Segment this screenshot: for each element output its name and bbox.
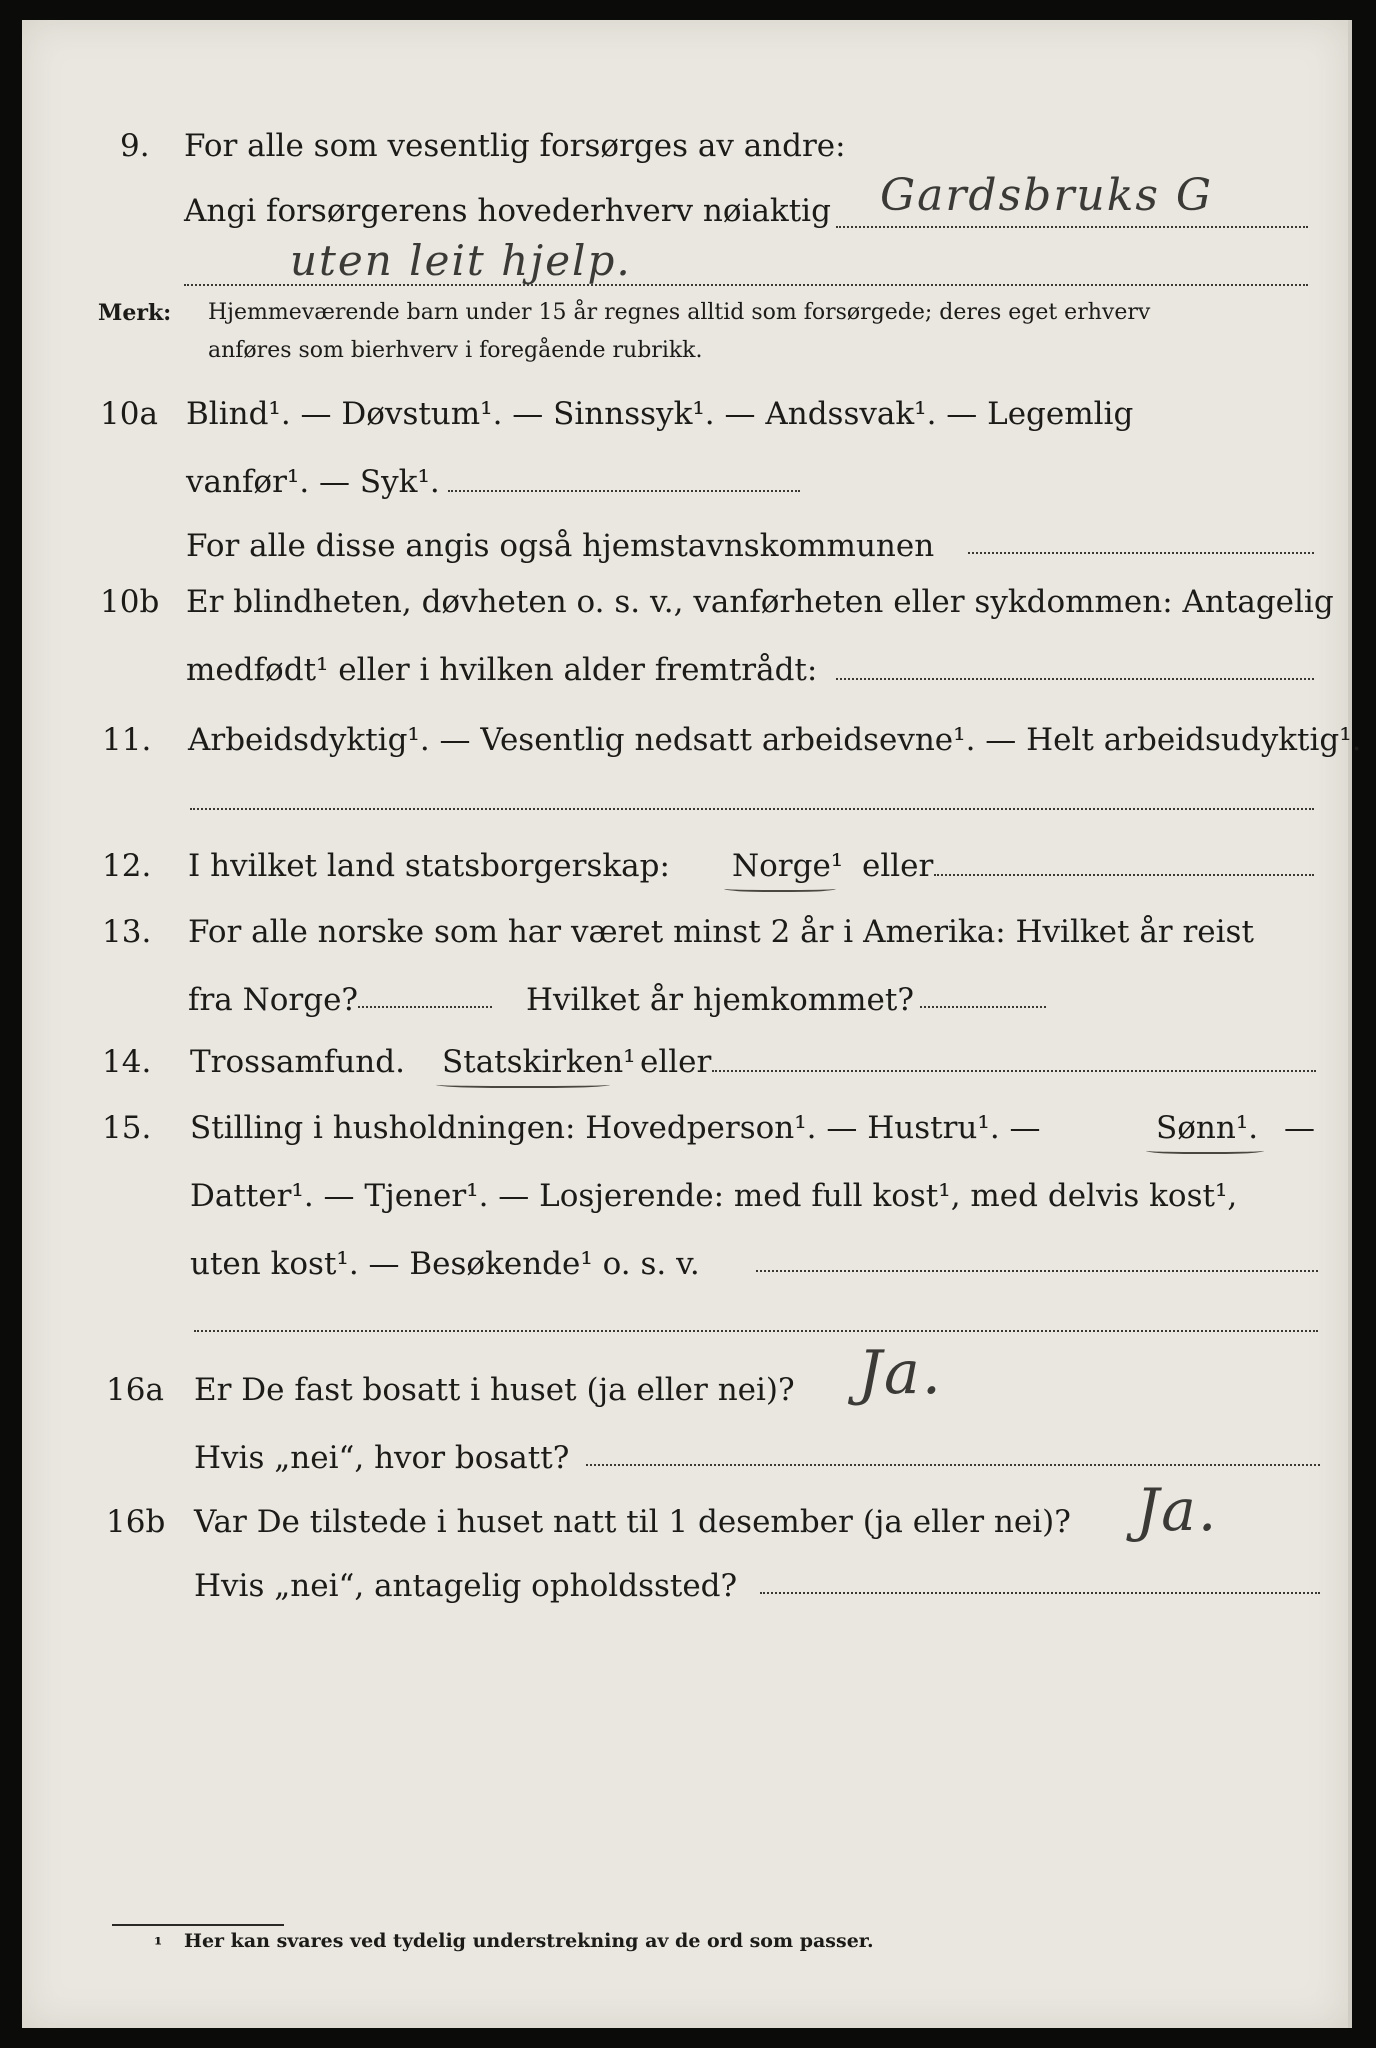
q15-answer-line2[interactable]	[194, 1330, 1318, 1332]
q9-handwritten-answer2: uten leit hjelp.	[290, 236, 632, 285]
q11-line1: Arbeidsdyktig¹. — Vesentlig nedsatt arbeidsevne¹. — Helt arbeidsudyktig¹.	[188, 722, 1362, 758]
q10a-line3: For alle disse angis også hjemstavnskommunen	[186, 528, 935, 564]
q10b-number: 10b	[100, 584, 160, 620]
q10b-line1: Er blindheten, døvheten o. s. v., vanførheten eller sykdommen: Antagelig	[186, 584, 1334, 620]
q15-answer-line1[interactable]	[756, 1270, 1318, 1272]
q14-number: 14.	[102, 1044, 152, 1080]
q15-sonn-option: Sønn¹.	[1156, 1110, 1259, 1146]
q10a-line1: Blind¹. — Døvstum¹. — Sinnssyk¹. — Andssvak¹. — Legemlig	[186, 396, 1134, 432]
q13-number: 13.	[102, 914, 152, 950]
q10a-number: 10a	[100, 396, 158, 432]
q11-number: 11.	[102, 722, 152, 758]
footnote-mark: ¹	[154, 1934, 163, 1956]
q9-line2: Angi forsørgerens hovederhverv nøiaktig	[184, 193, 831, 229]
q10a-line2: vanfør¹. — Syk¹.	[186, 464, 440, 500]
q14-suffix: eller	[640, 1044, 712, 1080]
q12-prefix: I hvilket land statsborgerskap:	[188, 848, 670, 884]
q13-line2b: Hvilket år hjemkommet?	[526, 982, 914, 1018]
q12-underline-mark	[724, 884, 836, 892]
q16a-handwritten-answer: Ja.	[858, 1338, 943, 1408]
page-edge	[1348, 20, 1352, 2028]
merk-label: Merk:	[98, 300, 172, 326]
q15-line1b: —	[1284, 1110, 1315, 1146]
q13-reist-answer-line[interactable]	[358, 1006, 492, 1008]
q10a-syk-answer-line[interactable]	[448, 490, 800, 492]
q14-underline-mark	[436, 1080, 610, 1088]
merk-line1: Hjemmeværende barn under 15 år regnes alltid som forsørgede; deres eget erhverv	[208, 300, 1151, 325]
q12-number: 12.	[102, 848, 152, 884]
footnote-text: Her kan svares ved tydelig understrekning av de ord som passer.	[184, 1930, 874, 1952]
q9-line1: For alle som vesentlig forsørges av andre:	[184, 128, 846, 164]
q16a-number: 16a	[106, 1372, 164, 1408]
q14-statskirken-option: Statskirken¹	[442, 1044, 636, 1080]
q16b-line2: Hvis „nei“, antagelig opholdssted?	[194, 1568, 738, 1604]
q14-answer-line[interactable]	[712, 1070, 1316, 1072]
merk-line2: anføres som bierhverv i foregående rubrikk.	[208, 338, 703, 363]
q12-answer-line[interactable]	[934, 874, 1314, 876]
q10b-line2: medfødt¹ eller i hvilken alder fremtrådt:	[186, 652, 818, 688]
footnote-divider	[112, 1924, 284, 1926]
q15-line1a: Stilling i husholdningen: Hovedperson¹. — Hustru¹. —	[190, 1110, 1041, 1146]
q13-line2a: fra Norge?	[188, 982, 359, 1018]
q16b-handwritten-answer: Ja.	[1136, 1476, 1219, 1544]
q10b-answer-line[interactable]	[836, 678, 1314, 680]
q16b-number: 16b	[106, 1504, 166, 1540]
q16a-line2: Hvis „nei“, hvor bosatt?	[194, 1440, 570, 1476]
q9-handwritten-answer1: Gardsbruks G	[880, 170, 1214, 221]
q11-answer-line[interactable]	[190, 808, 1314, 810]
q15-line2: Datter¹. — Tjener¹. — Losjerende: med full kost¹, med delvis kost¹,	[190, 1178, 1238, 1214]
q14-prefix: Trossamfund.	[190, 1044, 405, 1080]
q16b-line1: Var De tilstede i huset natt til 1 desember (ja eller nei)?	[194, 1504, 1071, 1540]
q10a-hjemstavn-answer-line[interactable]	[968, 552, 1314, 554]
q13-hjemkommet-answer-line[interactable]	[920, 1006, 1046, 1008]
q16a-bosatt-answer-line[interactable]	[586, 1464, 1320, 1466]
q12-norge-option: Norge¹	[732, 848, 844, 884]
q9-number: 9.	[120, 128, 150, 164]
q15-underline-mark	[1146, 1146, 1264, 1154]
q13-line1: For alle norske som har været minst 2 år i Amerika: Hvilket år reist	[188, 914, 1254, 950]
q16a-line1: Er De fast bosatt i huset (ja eller nei)?	[194, 1372, 795, 1408]
q15-number: 15.	[102, 1110, 152, 1146]
q12-suffix: eller	[862, 848, 934, 884]
q9-answer-line1[interactable]	[836, 226, 1308, 228]
q16b-opholdssted-answer-line[interactable]	[760, 1592, 1320, 1594]
q15-line3: uten kost¹. — Besøkende¹ o. s. v.	[190, 1246, 700, 1282]
